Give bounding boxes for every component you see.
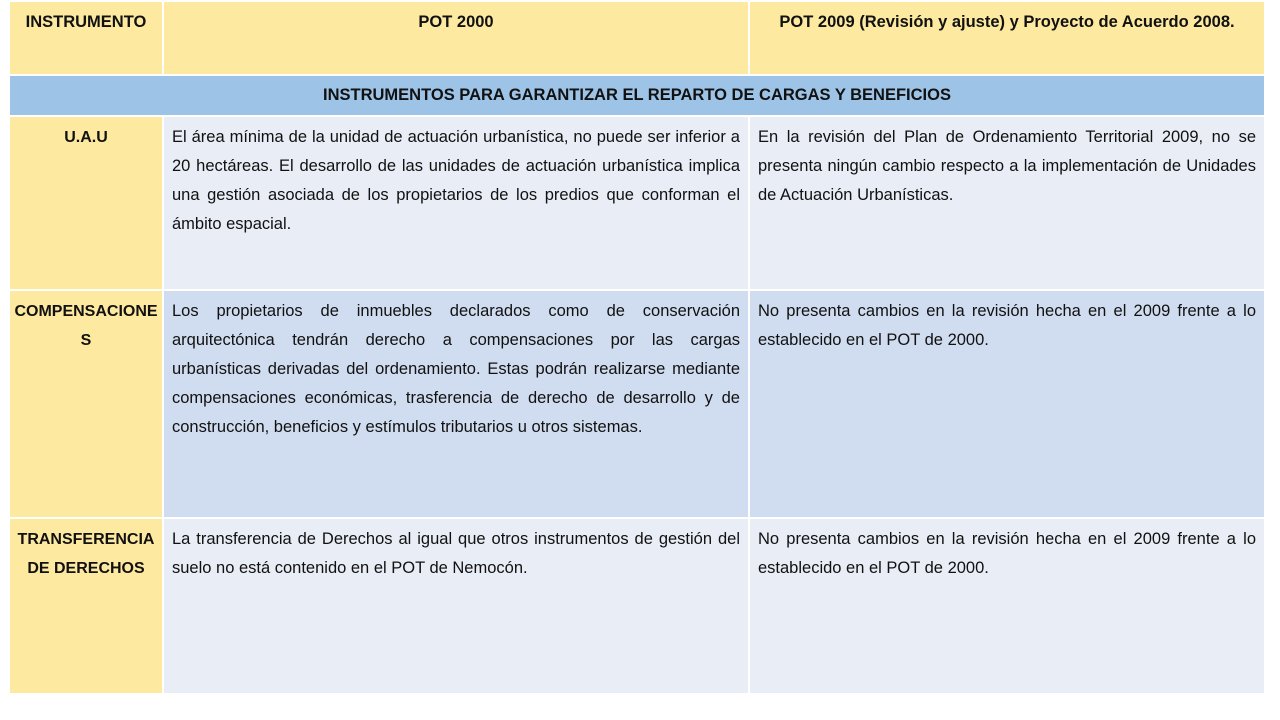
header-pot-2000: POT 2000: [164, 2, 748, 74]
section-row: [10, 76, 1264, 115]
instrument-name: COMPENSACIONES: [10, 291, 162, 517]
section-title: INSTRUMENTOS PARA GARANTIZAR EL REPARTO DE CARGAS Y BENEFICIOS: [10, 76, 1264, 115]
pot-2000-cell: La transferencia de Derechos al igual que otros instrumentos de gestión del suelo no está contenido en el POT de Nemocón.: [164, 519, 748, 693]
pot-2009-cell: No presenta cambios en la revisión hecha en el 2009 frente a lo establecido en el POT de 2000.: [750, 291, 1264, 517]
header-pot-2009: POT 2009 (Revisión y ajuste) y Proyecto de Acuerdo 2008.: [750, 2, 1264, 74]
instrument-name: U.A.U: [10, 117, 162, 289]
pot-2000-cell: El área mínima de la unidad de actuación urbanística, no puede ser inferior a 20 hectáreas. El desarrollo de las unidades de actuación urbanística implica una gestión asociada de los propietarios de los predios que conforman el ámbito espacial.: [164, 117, 748, 289]
instruments-table: [8, 0, 1266, 695]
header-row: [10, 2, 1264, 74]
table-row: [10, 519, 1264, 693]
instrument-name: TRANSFERENCIA DE DERECHOS: [10, 519, 162, 693]
table-row: [10, 291, 1264, 517]
pot-2000-cell: Los propietarios de inmuebles declarados como de conservación arquitectónica tendrán derecho a compensaciones por las cargas urbanísticas derivadas del ordenamiento. Estas podrán realizarse mediante compensaciones económicas, trasferencia de derecho de desarrollo y de construcción, beneficios y estímulos tributarios u otros sistemas.: [164, 291, 748, 517]
table-row: [10, 117, 1264, 289]
header-instrument: INSTRUMENTO: [10, 2, 162, 74]
pot-2009-cell: No presenta cambios en la revisión hecha en el 2009 frente a lo establecido en el POT de 2000.: [750, 519, 1264, 693]
pot-2009-cell: En la revisión del Plan de Ordenamiento Territorial 2009, no se presenta ningún cambio respecto a la implementación de Unidades de Actuación Urbanísticas.: [750, 117, 1264, 289]
